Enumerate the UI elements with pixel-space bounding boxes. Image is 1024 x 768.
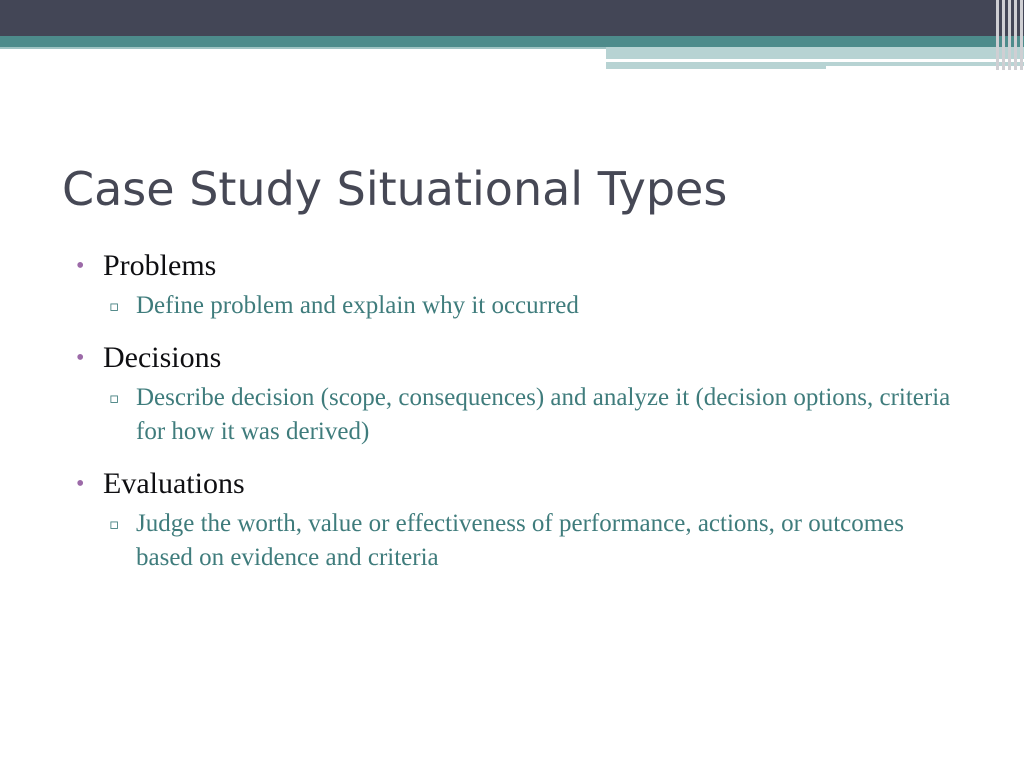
sub-bullet-square-icon: ▫	[109, 389, 120, 407]
slide-body	[76, 245, 976, 575]
bullet-dot-icon: •	[76, 253, 85, 279]
header-decorative-stripes	[994, 0, 1024, 70]
bullet-label: Evaluations	[103, 467, 245, 500]
header-accent-bar-upper	[606, 47, 1024, 59]
bullet-dot-icon: •	[76, 471, 85, 497]
sub-bullet-text: Judge the worth, value or effectiveness of performance, actions, or outcomes based on evidence and criteria	[136, 510, 905, 571]
slide-title: Case Study Situational Types	[62, 162, 728, 216]
list-item-problems	[76, 245, 976, 323]
header-teal-band	[0, 36, 1024, 47]
sub-bullet-text: Describe decision (scope, consequences) and analyze it (decision options, criteria for how it was derived)	[136, 384, 951, 445]
list-item-evaluations	[76, 463, 976, 575]
sub-bullet-text: Define problem and explain why it occurred	[136, 292, 579, 319]
bullet-dot-icon: •	[76, 345, 85, 371]
header-teal-thin-line	[0, 47, 606, 49]
sub-bullet-square-icon: ▫	[109, 297, 120, 315]
list-item-decisions	[76, 337, 976, 449]
bullet-label: Decisions	[103, 341, 222, 374]
bullet-label: Problems	[103, 249, 217, 282]
sub-bullet-square-icon: ▫	[109, 515, 120, 533]
header-dark-band	[0, 0, 1024, 36]
